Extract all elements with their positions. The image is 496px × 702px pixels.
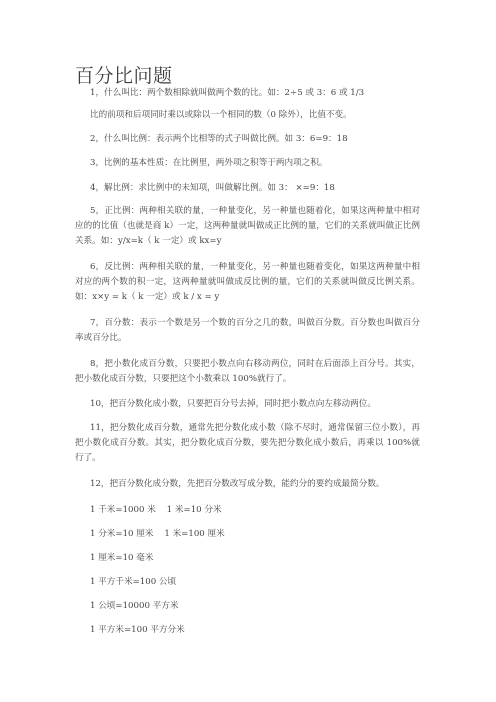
unit-line-6: 1 平方米=100 平方分米 (90, 625, 185, 635)
unit-line-1: 1 千米=1000 米 1 米=10 分米 (90, 505, 222, 515)
unit-line-3: 1 厘米=10 毫米 (90, 553, 154, 563)
paragraph-10: 10，把百分数化成小数，只要把百分号去掉，同时把小数点向左移动两位。 (90, 399, 376, 409)
page-title: 百分比问题 (75, 65, 173, 87)
paragraph-1-continued: 比的前项和后项同时乘以或除以一个相同的数（0 除外），比值不变。 (90, 110, 352, 120)
paragraph-2: 2，什么叫比例：表示两个比相等的式子叫做比例。如 3：6=9：18 (90, 134, 348, 144)
paragraph-12: 12，把百分数化成分数，先把百分数改写成分数，能约分的要约成最简分数。 (90, 479, 385, 489)
paragraph-7: 7，百分数：表示一个数是另一个数的百分之几的数，叫做百分数。百分数也叫做百分率或百分比。 (75, 318, 420, 343)
unit-line-5: 1 公顷=10000 平方米 (90, 601, 179, 611)
paragraph-4: 4，解比例：求比例中的未知项，叫做解比例。如 3： ×=9：18 (90, 183, 335, 193)
unit-line-4: 1 平方千米=100 公顷 (90, 577, 177, 587)
paragraph-6: 6，反比例：两种相关联的量，一种量变化，另一种量也随着变化，如果这两种量中相对应的两个数的积一定，这两种量就叫做成反比例的量，它们的关系就叫做反比例关系。如：x×y = k（ k 一定）或 k / x = y (75, 262, 420, 302)
paragraph-1: 1，什么叫比：两个数相除就叫做两个数的比。如：2÷5 或 3：6 或 1/3 (90, 88, 365, 98)
paragraph-5: 5，正比例：两种相关联的量，一种量变化，另一种量也随着化，如果这两种量中相对应的的比值（也就是商 k）一定，这两种量就叫做成正比例的量，它们的关系就叫做正比例关系。如：y/x=k（ k 一定）或 kx=y (75, 206, 420, 246)
unit-line-2: 1 分米=10 厘米 1 米=100 厘米 (90, 529, 225, 539)
paragraph-8: 8，把小数化成百分数，只要把小数点向右移动两位，同时在后面添上百分号。其实，把小数化成百分数，只要把这个小数乘以 100%就行了。 (75, 359, 420, 384)
paragraph-11: 11，把分数化成百分数，通常先把分数化成小数（除不尽时，通常保留三位小数），再把小数化成百分数。其实，把分数化成百分数，要先把分数化成小数后，再乘以 100%就行了。 (75, 423, 420, 463)
paragraph-3: 3，比例的基本性质：在比例里，两外项之积等于两内项之积。 (90, 158, 328, 168)
